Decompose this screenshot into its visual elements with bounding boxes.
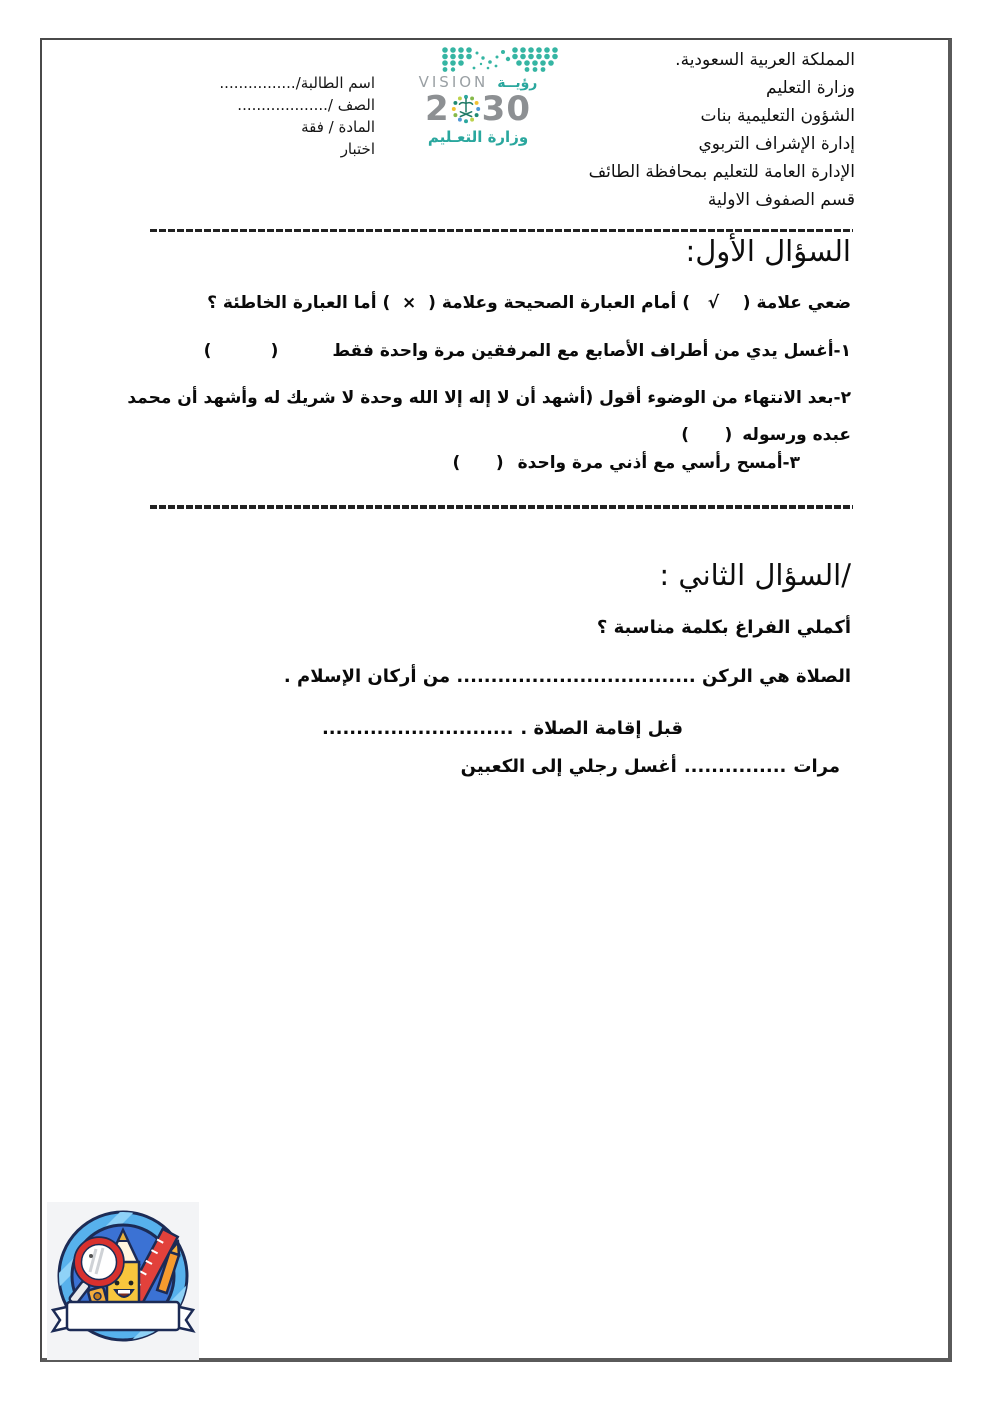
blank2-text: قبل إقامة الصلاة .	[520, 718, 683, 739]
ribbon-banner	[53, 1302, 193, 1331]
saudi-emblem-icon	[451, 94, 481, 124]
vision-wordmark: VISION	[418, 73, 489, 91]
question1-instruction: ضعي علامة ( √ ) أمام العبارة الصحيحة وعلامة ( × ) أما العبارة الخاطئة ؟	[207, 293, 851, 313]
item2-line2-text: عبده ورسوله	[742, 425, 851, 445]
ministry-line-early-grades: قسم الصفوف الاولية	[707, 190, 855, 210]
ministry-line-supervision: إدارة الإشراف التربوي	[698, 134, 855, 154]
question2-blank1-line[interactable]: الصلاة هي الركن ................................... من أركان الإسلام .	[283, 666, 851, 687]
vision-2030-logo	[378, 46, 578, 146]
blank2-dots[interactable]: ............................	[321, 718, 514, 739]
blank3-tail-text: مرات	[793, 756, 840, 777]
subject-row: المادة / فقة	[301, 118, 375, 136]
item1-text: ١-أغسل يدي من أطراف الأصابع مع المرفقين مرة واحدة فقط	[332, 341, 851, 361]
question2-blank3-line	[461, 756, 840, 777]
class-blank[interactable]: ...................	[237, 96, 328, 114]
section-divider	[150, 505, 853, 509]
student-name-row	[219, 72, 375, 94]
student-info-block	[219, 72, 375, 160]
ministry-line-country: المملكة العربية السعودية.	[675, 50, 855, 70]
header-divider	[150, 229, 853, 232]
item3-text: ٣-أمسح رأسي مع أذني مرة واحدة	[517, 453, 800, 473]
ministry-line-taif: الإدارة العامة للتعليم بمحافظة الطائف	[588, 162, 855, 182]
blank3-dots[interactable]: ...............	[683, 756, 787, 777]
pencil-badge-logo	[47, 1202, 199, 1360]
item3-answer-blank[interactable]: ( )	[452, 453, 504, 473]
student-name-blank[interactable]: ................	[219, 74, 296, 92]
year-30: 30	[481, 89, 531, 129]
item2-answer-blank[interactable]: ( )	[681, 425, 733, 445]
exam-row: اختبار	[340, 140, 375, 158]
item2-line2	[127, 417, 851, 454]
class-row	[219, 94, 375, 116]
item1-answer-blank[interactable]: ( )	[203, 341, 279, 361]
vision-arabic-wordmark: رؤيــة	[497, 75, 538, 91]
vision-dots-icon	[393, 46, 563, 72]
student-name-label: اسم الطالبة/	[295, 74, 375, 92]
ministry-line-moe: وزارة التعليم	[766, 78, 855, 98]
question2-instruction: أكملي الفراغ بكلمة مناسبة ؟	[596, 617, 851, 638]
year-2: 2	[425, 89, 450, 129]
ministry-header	[589, 46, 855, 214]
ministry-line-girls-ed: الشؤون التعليمية بنات	[700, 106, 855, 126]
question1-item1	[204, 341, 851, 361]
class-label: الصف /	[327, 96, 375, 114]
logo-ministry-name: وزارة التعـليم	[427, 128, 529, 146]
question1-item3	[453, 453, 800, 473]
item2-line1: ٢-بعد الانتهاء من الوضوء أقول (أشهد أن لا إله إلا الله وحدة لا شريك له وأشهد أن محمد	[127, 388, 851, 408]
blank3-lead-text: أغسل رجلي إلى الكعبين	[460, 756, 677, 777]
question1-title: السؤال الأول:	[685, 234, 851, 268]
question1-item2	[127, 380, 851, 454]
question2-title: /السؤال الثاني :	[659, 558, 851, 592]
question2-blank2-line	[322, 718, 683, 739]
